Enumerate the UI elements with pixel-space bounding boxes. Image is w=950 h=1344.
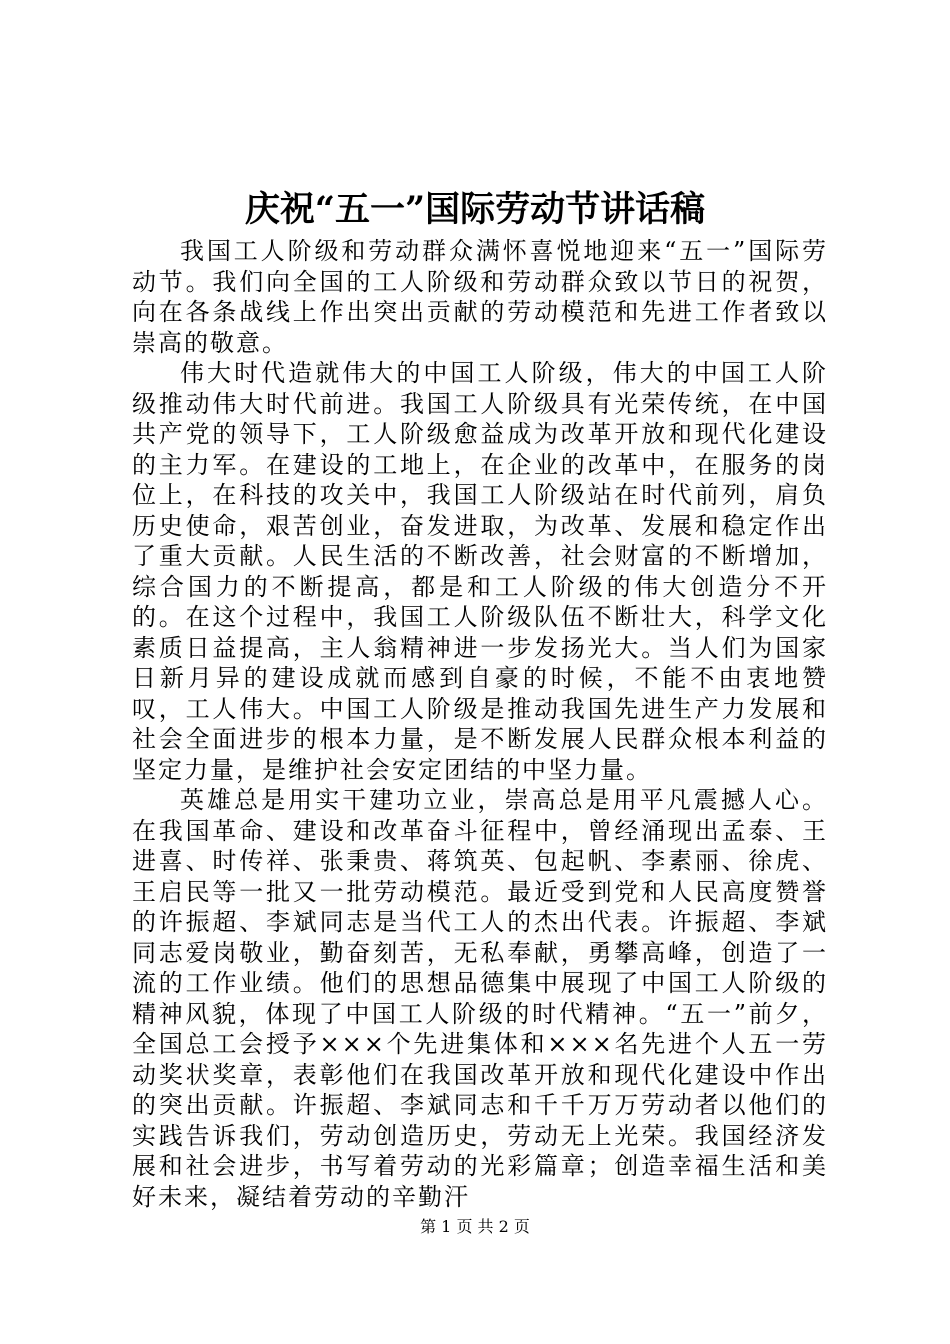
document-body xyxy=(132,236,828,1212)
paragraph-1: 我国工人阶级和劳动群众满怀喜悦地迎来“五一”国际劳动节。我们向全国的工人阶级和劳动群众致以节日的祝贺，向在各条战线上作出突出贡献的劳动模范和先进工作者致以崇高的敬意。 xyxy=(132,237,828,357)
paragraph-3: 英雄总是用实干建功立业，崇高总是用平凡震撼人心。在我国革命、建设和改革奋斗征程中，曾经涌现出孟泰、王进喜、时传祥、张秉贵、蒋筑英、包起帆、李素丽、徐虎、王启民等一批又一批劳动模范。最近受到党和人民高度赞誉的许振超、李斌同志是当代工人的杰出代表。许振超、李斌同志爱岗敬业，勤奋刻苦，无私奉献，勇攀高峰，创造了一流的工作业绩。他们的思想品德集中展现了中国工人阶级的精神风貌，体现了中国工人阶级的时代精神。“五一”前夕，全国总工会授予×××个先进集体和×××名先进个人五一劳动奖状奖章，表彰他们在我国改革开放和现代化建设中作出的突出贡献。许振超、李斌同志和千千万万劳动者以他们的实践告诉我们，劳动创造历史，劳动无上光荣。我国经济发展和社会进步，书写着劳动的光彩篇章；创造幸福生活和美好未来，凝结着劳动的辛勤汗 xyxy=(132,786,828,1211)
page-footer: 第 1 页 共 2 页 xyxy=(420,1217,530,1236)
paragraph-2: 伟大时代造就伟大的中国工人阶级，伟大的中国工人阶级推动伟大时代前进。我国工人阶级具有光荣传统，在中国共产党的领导下，工人阶级愈益成为改革开放和现代化建设的主力军。在建设的工地上，在企业的改革中，在服务的岗位上，在科技的攻关中，我国工人阶级站在时代前列，肩负历史使命，艰苦创业，奋发进取，为改革、发展和稳定作出了重大贡献。人民生活的不断改善，社会财富的不断增加，综合国力的不断提高，都是和工人阶级的伟大创造分不开的。在这个过程中，我国工人阶级队伍不断壮大，科学文化素质日益提高，主人翁精神进一步发扬光大。当人们为国家日新月异的建设成就而感到自豪的时候，不能不由衷地赞叹，工人伟大。中国工人阶级是推动我国先进生产力发展和社会全面进步的根本力量，是不断发展人民群众根本利益的坚定力量，是维护社会安定团结的中坚力量。 xyxy=(132,359,828,784)
document-title: 庆祝“五一”国际劳动节讲话稿 xyxy=(244,189,706,230)
